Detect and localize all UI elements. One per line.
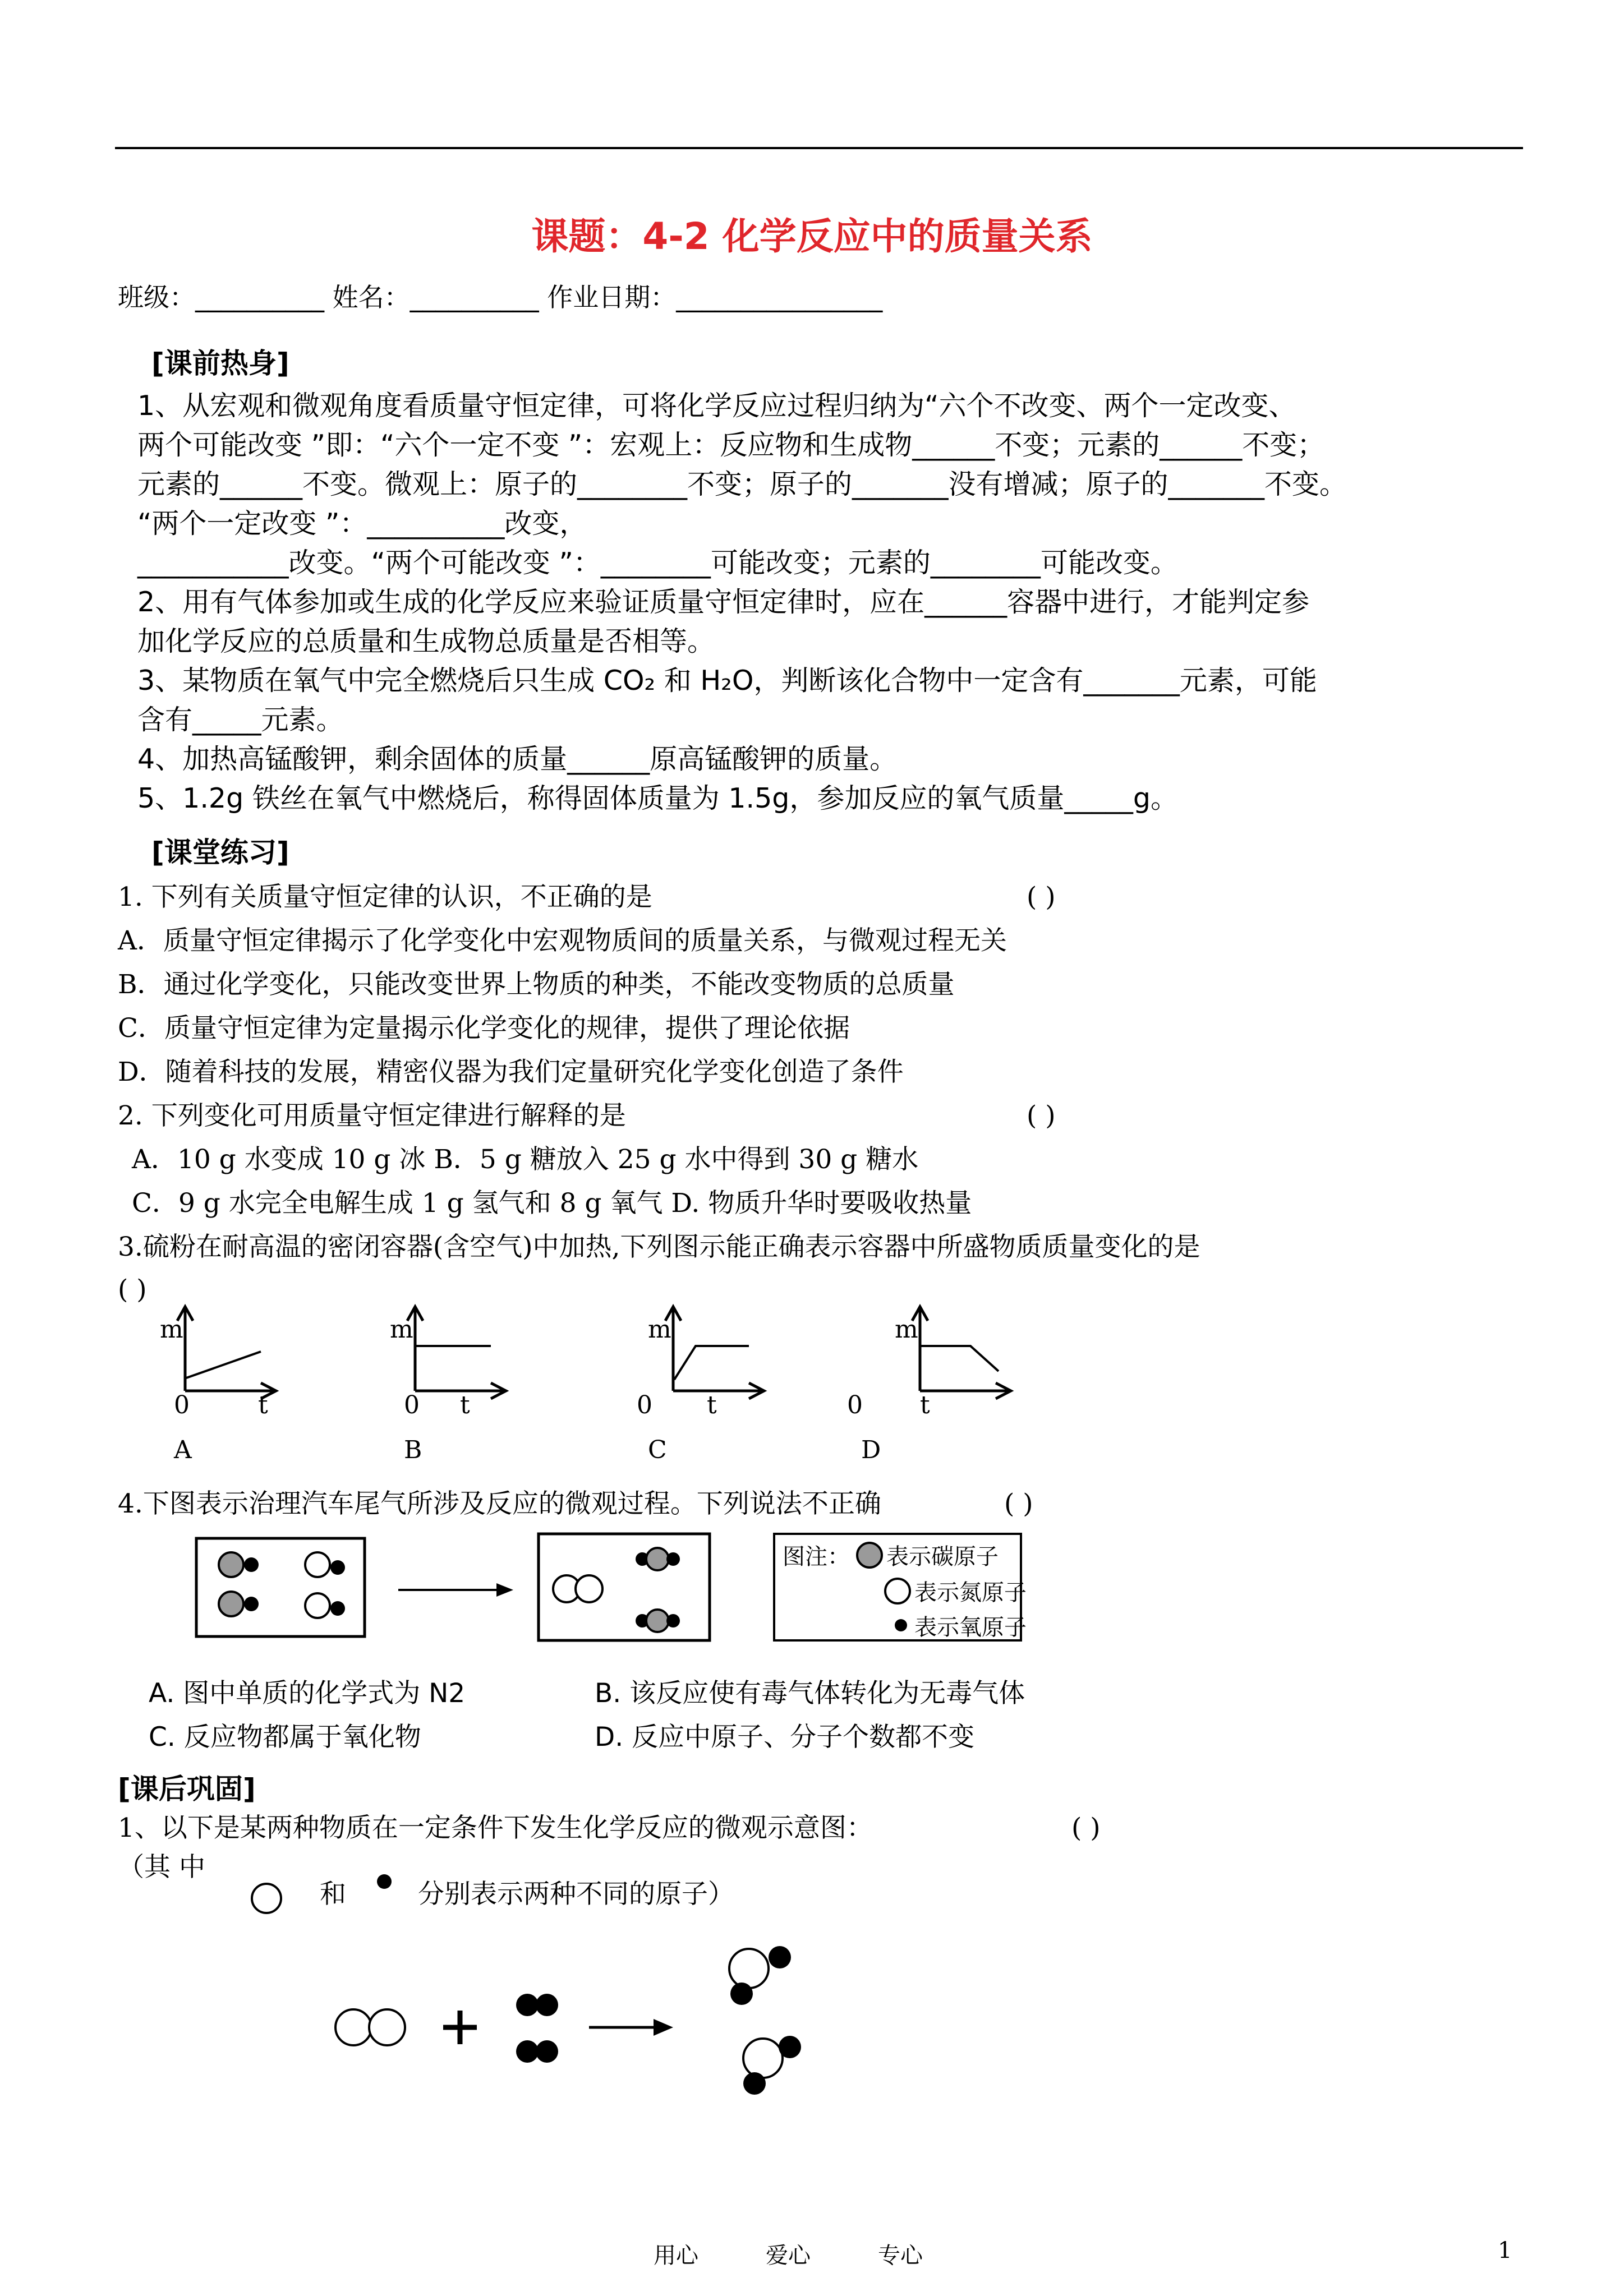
q1-option-b: B．通过化学变化，只能改变世界上物质的种类，不能改变物质的总质量 <box>118 969 955 1000</box>
c1-note-end: 分别表示两种不同的原子） <box>418 1879 734 1910</box>
q4-option-c: C. 反应物都属于氧化物 <box>149 1722 421 1753</box>
graph-a-curve <box>186 1352 261 1378</box>
black-diatomic-molecule <box>516 2040 558 2063</box>
c1-note-and: 和 <box>320 1879 346 1910</box>
warmup-heading: [课前热身] <box>151 347 289 380</box>
graph-a-x-label: t <box>258 1391 268 1419</box>
legend-oxygen: 表示氧原子 <box>914 1615 1027 1640</box>
page-number: 1 <box>1498 2238 1512 2263</box>
c1-reaction-diagram <box>325 1946 819 2114</box>
legend-title: 图注： <box>783 1544 850 1570</box>
footer-slogan-3: 专心 <box>878 2243 923 2269</box>
graph-d-label: D <box>861 1436 881 1464</box>
warmup-line: 2、用有气体参加或生成的化学反应来验证质量守恒定律时，应在______容器中进行，才能判定参 <box>137 586 1310 618</box>
consolidation-heading: [课后巩固] <box>118 1773 256 1805</box>
white-diatomic-molecule <box>335 2009 405 2045</box>
graph-b-y-label: m <box>390 1315 413 1344</box>
graph-c-origin: 0 <box>637 1391 652 1419</box>
graph-b-label: B <box>404 1436 422 1464</box>
q2-options-row2: C．9 g 水完全电解生成 1 g 氢气和 8 g 氧气 D. 物质升华时要吸收热量 <box>132 1188 972 1219</box>
c1-note-start: （其 中 <box>118 1852 205 1883</box>
header-rule <box>115 147 1523 149</box>
no-molecule <box>305 1593 345 1618</box>
warmup-line: 含有_____元素。 <box>137 704 344 736</box>
graph-c-curve <box>674 1346 749 1380</box>
graph-b-origin: 0 <box>404 1391 420 1419</box>
q1-option-d: D．随着科技的发展，精密仪器为我们定量研究化学变化创造了条件 <box>118 1057 904 1087</box>
graph-d-x-label: t <box>920 1391 930 1419</box>
graph-d-origin: 0 <box>847 1391 863 1419</box>
q4-option-a: A. 图中单质的化学式为 N2 <box>149 1678 466 1709</box>
q2-stem: 2. 下列变化可用质量守恒定律进行解释的是 <box>118 1100 626 1131</box>
practice-heading: [课堂练习] <box>151 836 289 869</box>
warmup-line: “两个一定改变 ”：__________改变， <box>137 508 587 540</box>
graph-c-label: C <box>648 1436 667 1464</box>
co2-molecule <box>636 1548 680 1570</box>
co-molecule <box>219 1552 259 1577</box>
warmup-line: 1、从宏观和微观角度看质量守恒定律，可将化学反应过程归纳为“六个不改变、两个一定改变、 <box>137 390 1296 422</box>
black-atom-icon <box>370 1868 398 1896</box>
graph-d-y-label: m <box>895 1315 918 1344</box>
graph-b-x-label: t <box>460 1391 470 1419</box>
q4-answer-paren: ( ) <box>1004 1488 1033 1519</box>
white-atom-icon <box>247 1873 292 1918</box>
footer-slogan-1: 用心 <box>654 2243 698 2269</box>
student-info-line: 班级：__________ 姓名：__________ 作业日期：________________ <box>118 282 883 312</box>
legend-nitrogen: 表示氮原子 <box>914 1580 1027 1606</box>
no-molecule <box>305 1552 345 1577</box>
q4-option-b: B. 该反应使有毒气体转化为无毒气体 <box>595 1678 1025 1709</box>
q4-stem: 4.下图表示治理汽车尾气所涉及反应的微观过程。下列说法不正确 <box>118 1488 881 1519</box>
graph-a-y-label: m <box>160 1315 183 1344</box>
product-molecule <box>743 2036 801 2095</box>
arrow-icon <box>589 2019 673 2036</box>
warmup-line: 4、加热高锰酸钾，剩余固体的质量______原高锰酸钾的质量。 <box>137 743 898 775</box>
legend-carbon: 表示碳原子 <box>886 1544 999 1570</box>
warmup-line: 两个可能改变 ”即：“六个一定不变 ”：宏观上：反应物和生成物______不变；元素的______不变； <box>137 429 1325 461</box>
nitrogen-legend-swatch <box>885 1579 910 1603</box>
q3-stem: 3.硫粉在耐高温的密闭容器(含空气)中加热,下列图示能正确表示容器中所盛物质质量变化的是 <box>118 1232 1200 1262</box>
warmup-line: 加化学反应的总质量和生成物总质量是否相等。 <box>137 625 715 657</box>
carbon-legend-swatch <box>857 1543 882 1567</box>
q2-options-row1: A．10 g 水变成 10 g 冰 B．5 g 糖放入 25 g 水中得到 30 g 糖水 <box>132 1144 919 1175</box>
q2-answer-paren: ( ) <box>1027 1100 1056 1131</box>
footer-slogan-2: 爱心 <box>766 2243 811 2269</box>
black-diatomic-molecule <box>516 1994 558 2016</box>
graph-c-y-label: m <box>648 1315 671 1344</box>
n2-molecule <box>553 1575 602 1602</box>
warmup-line: 5、1.2g 铁丝在氧气中燃烧后，称得固体质量为 1.5g，参加反应的氧气质量_____g。 <box>137 782 1178 814</box>
warmup-line: 元素的______不变。微观上：原子的________不变；原子的_______没有增减；原子的_______不变。 <box>137 468 1347 500</box>
product-molecule <box>729 1946 791 2005</box>
warmup-line: ___________改变。“两个可能改变 ”：________可能改变；元素的________可能改变。 <box>137 547 1178 579</box>
page-title: 课题：4-2 化学反应中的质量关系 <box>531 215 1093 258</box>
co-molecule <box>219 1592 259 1616</box>
co2-molecule <box>636 1610 680 1632</box>
plus-icon <box>443 2011 477 2044</box>
graph-c-x-label: t <box>707 1391 717 1419</box>
q4-option-d: D. 反应中原子、分子个数都不变 <box>595 1722 975 1753</box>
graph-a-label: A <box>174 1436 192 1464</box>
q1-option-c: C．质量守恒定律为定量揭示化学变化的规律，提供了理论依据 <box>118 1013 850 1044</box>
oxygen-legend-swatch <box>895 1619 907 1631</box>
q1-answer-paren: ( ) <box>1027 882 1056 912</box>
warmup-line: 3、某物质在氧气中完全燃烧后只生成 CO₂ 和 H₂O，判断该化合物中一定含有_______元素，可能 <box>137 665 1317 697</box>
c1-stem: 1、以下是某两种物质在一定条件下发生化学反应的微观示意图： <box>118 1813 873 1843</box>
graph-a-origin: 0 <box>174 1391 190 1419</box>
graph-d-curve <box>920 1346 999 1371</box>
c1-answer-paren: ( ) <box>1071 1813 1101 1843</box>
q1-option-a: A．质量守恒定律揭示了化学变化中宏观物质间的质量关系，与微观过程无关 <box>118 925 1007 956</box>
q1-stem: 1. 下列有关质量守恒定律的认识，不正确的是 <box>118 882 652 912</box>
q3-answer-paren: ( ) <box>118 1274 147 1305</box>
